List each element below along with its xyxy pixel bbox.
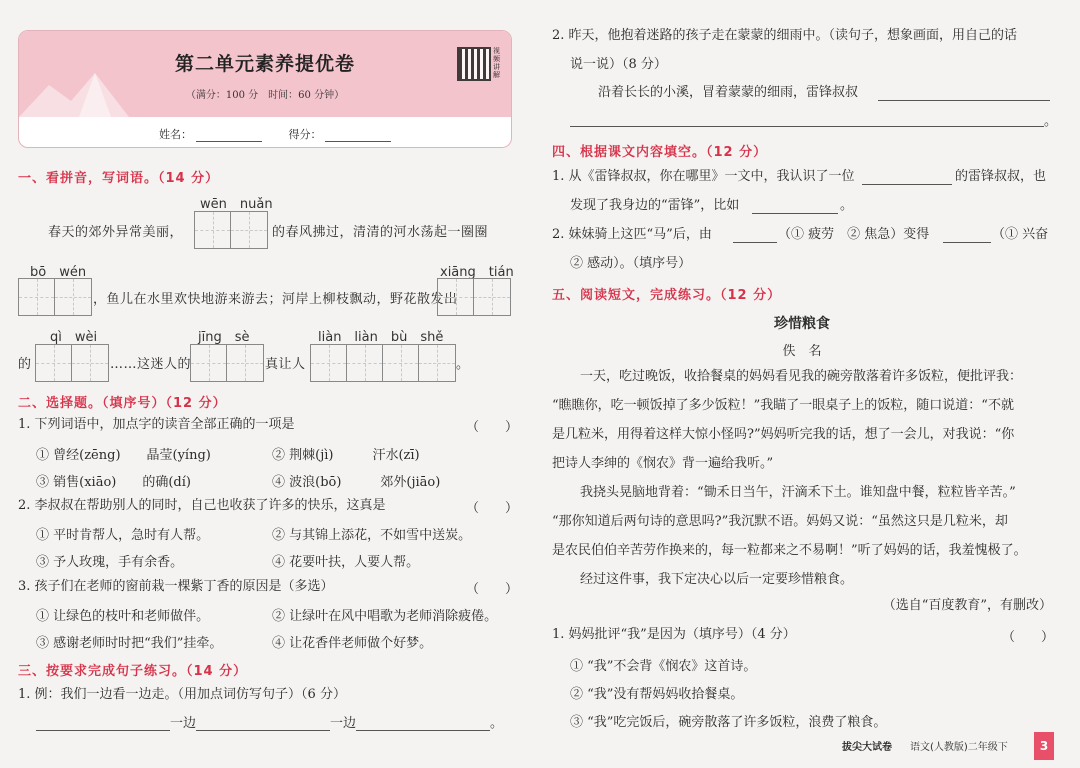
s3-q2-line1: 2. 昨天，他抱着迷路的孩子走在蒙蒙的细雨中。（读句子，想象画面，用自己的话 bbox=[552, 28, 1018, 43]
section-3-title: 三、按要求完成句子练习。（14 分） bbox=[18, 664, 248, 679]
story-p2-line1: 我挠头晃脑地背着：“锄禾日当午，汗滴禾下土。谁知盘中餐，粒粒皆辛苦。” bbox=[580, 485, 1016, 500]
s2-q3: 3. 孩子们在老师的窗前栽一棵紫丁香的原因是（多选） bbox=[18, 579, 334, 594]
write-grid-xiangtian[interactable] bbox=[437, 278, 511, 316]
s2-q3-opt1[interactable]: ① 让绿色的枝叶和老师做伴。 bbox=[36, 609, 210, 624]
s5-q1-opt3[interactable]: ③ “我”吃完饭后，碗旁散落了许多饭粒，浪费了粮食。 bbox=[570, 715, 887, 730]
story-p1-line3: 是几粒米，用得着这样大惊小怪吗?”妈妈听完我的话，想了一会儿，对我说：“你 bbox=[552, 427, 1015, 442]
section-1-title: 一、看拼音，写词语。（14 分） bbox=[18, 171, 220, 186]
s1-text-2: ，鱼儿在水里欢快地游来游去；河岸上柳枝飘动，野花散发出 bbox=[93, 292, 458, 307]
pinyin-bowen: bō wén bbox=[30, 265, 87, 280]
s3-q1-word-2: 一边 bbox=[330, 716, 357, 731]
page-subtitle: （满分：100 分 时间：60 分钟） bbox=[185, 90, 345, 101]
s5-q1-answer[interactable]: （ ） bbox=[1002, 630, 1055, 645]
s4-q1-blank-1[interactable] bbox=[862, 170, 952, 185]
s3-q1-end: 。 bbox=[490, 716, 504, 731]
write-grid-qiwei[interactable] bbox=[35, 344, 109, 382]
s2-q1-opt2[interactable]: ② 荆棘(jì) 汗水(zī) bbox=[272, 448, 420, 463]
qr-code[interactable] bbox=[457, 47, 491, 81]
pinyin-xiangtian: xiāng tián bbox=[440, 265, 514, 280]
s4-q1-blank-2[interactable] bbox=[752, 199, 838, 214]
s3-q1-blank-2[interactable] bbox=[196, 716, 330, 731]
s2-q1: 1. 下列词语中，加点字的读音全部正确的一项是 bbox=[18, 417, 295, 432]
s4-q2-blank-1[interactable] bbox=[733, 228, 777, 243]
score-label: 得分： bbox=[288, 128, 322, 141]
s3-q1-blank-3[interactable] bbox=[356, 716, 490, 731]
story-title: 珍惜粮食 bbox=[774, 316, 830, 332]
story-p2-line3: 是农民伯伯辛苦劳作换来的，每一粒都来之不易啊！”听了妈妈的话，我羞愧极了。 bbox=[552, 543, 1027, 558]
page-number: 3 bbox=[1034, 732, 1054, 760]
s2-q2-opt3[interactable]: ③ 予人玫瑰，手有余香。 bbox=[36, 555, 184, 570]
footer-subject: 语文(人教版)二年级下 bbox=[910, 742, 1008, 753]
s4-q2-d: ② 感动）。（填序号） bbox=[570, 256, 692, 271]
s1-text-3c: 真让人 bbox=[265, 357, 306, 372]
s2-q2-opt4[interactable]: ④ 花要叶扶，人要人帮。 bbox=[272, 555, 420, 570]
s1-text-3a: 的 bbox=[18, 357, 32, 372]
s1-text-1b: 的春风拂过，清清的河水荡起一圈圈 bbox=[272, 225, 489, 240]
name-row bbox=[159, 126, 391, 142]
s4-q1-b: 的雷锋叔叔，也 bbox=[955, 169, 1047, 184]
s4-q2-c: （① 兴奋 bbox=[992, 227, 1049, 242]
s3-q1-answer-line bbox=[36, 712, 503, 731]
qr-label: 视频讲解 bbox=[493, 47, 500, 79]
s1-text-3b: ……这迷人的 bbox=[110, 357, 192, 372]
s5-q1-opt2[interactable]: ② “我”没有帮妈妈收拾餐桌。 bbox=[570, 687, 744, 702]
pinyin-jingse: jīng sè bbox=[198, 330, 250, 345]
s3-q2-end: 。 bbox=[1044, 114, 1058, 129]
name-field[interactable] bbox=[196, 127, 262, 142]
s2-q2-answer[interactable]: （ ） bbox=[466, 501, 519, 516]
footer-brand: 拔尖大试卷 bbox=[842, 742, 892, 753]
write-grid-lianlianbushe[interactable] bbox=[310, 344, 456, 382]
page-title: 第二单元素养提优卷 bbox=[174, 53, 355, 75]
s4-q1-c: 发现了我身边的“雷锋”，比如 bbox=[570, 198, 740, 213]
s3-q1-word-1: 一边 bbox=[170, 716, 197, 731]
s2-q3-opt3[interactable]: ③ 感谢老师时时把“我们”挂牵。 bbox=[36, 636, 223, 651]
header-banner bbox=[18, 30, 512, 148]
s2-q2-opt1[interactable]: ① 平时肯帮人，急时有人帮。 bbox=[36, 528, 210, 543]
s3-q2-blank-2[interactable] bbox=[570, 112, 1044, 127]
pinyin-qiwei: qì wèi bbox=[50, 330, 98, 345]
story-p3: 经过这件事，我下定决心以后一定要珍惜粮食。 bbox=[580, 572, 854, 587]
s2-q3-opt2[interactable]: ② 让绿叶在风中唱歌为老师消除疲倦。 bbox=[272, 609, 498, 624]
s5-q1-opt1[interactable]: ① “我”不会背《悯农》这首诗。 bbox=[570, 659, 757, 674]
story-p1-line2: “瞧瞧你，吃一顿饭掉了多少饭粒！”我瞄了一眼桌子上的饭粒，随口说道：“不就 bbox=[552, 398, 1014, 413]
s3-q1-blank-1[interactable] bbox=[36, 716, 170, 731]
s3-q1: 1. 例：我们一边看一边走。（用加点词仿写句子）（6 分） bbox=[18, 687, 346, 702]
s2-q1-opt3[interactable]: ③ 销售(xiāo) 的确(dí) bbox=[36, 475, 191, 490]
s5-q1: 1. 妈妈批评“我”是因为（填序号）（4 分） bbox=[552, 627, 796, 642]
story-p1-line1: 一天，吃过晚饭，收拾餐桌的妈妈看见我的碗旁散落着许多饭粒，便批评我： bbox=[580, 369, 1023, 384]
write-grid-bowen[interactable] bbox=[18, 278, 92, 316]
pinyin-lianlianbushe: liàn liàn bù shě bbox=[318, 330, 444, 345]
name-label: 姓名： bbox=[159, 128, 192, 141]
score-field[interactable] bbox=[325, 127, 391, 142]
write-grid-wennuan[interactable] bbox=[194, 211, 268, 249]
s2-q1-opt1[interactable]: ① 曾经(zēng) 晶莹(yíng) bbox=[36, 448, 211, 463]
s1-text-1a: 春天的郊外异常美丽， bbox=[48, 225, 184, 240]
s4-q2-b: （① 疲劳 ② 焦急）变得 bbox=[778, 227, 930, 242]
s3-q2-line2: 说一说）（8 分） bbox=[570, 57, 667, 72]
s2-q2-opt2[interactable]: ② 与其锦上添花，不如雪中送炭。 bbox=[272, 528, 472, 543]
s2-q3-answer[interactable]: （ ） bbox=[466, 582, 519, 597]
s4-q2-a: 2. 妹妹骑上这匹“马”后，由 bbox=[552, 227, 712, 242]
section-4-title: 四、根据课文内容填空。（12 分） bbox=[552, 145, 768, 160]
write-grid-jingse[interactable] bbox=[190, 344, 264, 382]
s2-q1-answer[interactable]: （ ） bbox=[466, 420, 519, 435]
pinyin-wennuan: wēn nuǎn bbox=[200, 197, 273, 212]
s4-q1-d: 。 bbox=[840, 198, 854, 213]
story-p2-line2: “那你知道后两句诗的意思吗?”我沉默不语。妈妈又说：“虽然这只是几粒米，却 bbox=[552, 514, 1008, 529]
s2-q3-opt4[interactable]: ④ 让花香伴老师做个好梦。 bbox=[272, 636, 433, 651]
s1-text-3d: 。 bbox=[456, 357, 470, 372]
s4-q2-blank-2[interactable] bbox=[943, 228, 991, 243]
s2-q2: 2. 李叔叔在帮助别人的同时，自己也收获了许多的快乐，这真是 bbox=[18, 498, 386, 513]
section-5-title: 五、阅读短文，完成练习。（12 分） bbox=[552, 288, 782, 303]
s3-q2-blank-1[interactable] bbox=[878, 86, 1050, 101]
s2-q1-opt4[interactable]: ④ 波浪(bō) 郊外(jiāo) bbox=[272, 475, 441, 490]
section-2-title: 二、选择题。（填序号）（12 分） bbox=[18, 396, 227, 411]
s3-q2-prompt: 沿着长长的小溪，冒着蒙蒙的细雨，雷锋叔叔 bbox=[598, 85, 859, 100]
story-source: （选自“百度教育”，有删改） bbox=[882, 598, 1052, 613]
s4-q1-a: 1. 从《雷锋叔叔，你在哪里》一文中，我认识了一位 bbox=[552, 169, 855, 184]
story-p1-line4: 把诗人李绅的《悯农》背一遍给我听。” bbox=[552, 456, 774, 471]
story-author: 佚 名 bbox=[782, 344, 822, 359]
